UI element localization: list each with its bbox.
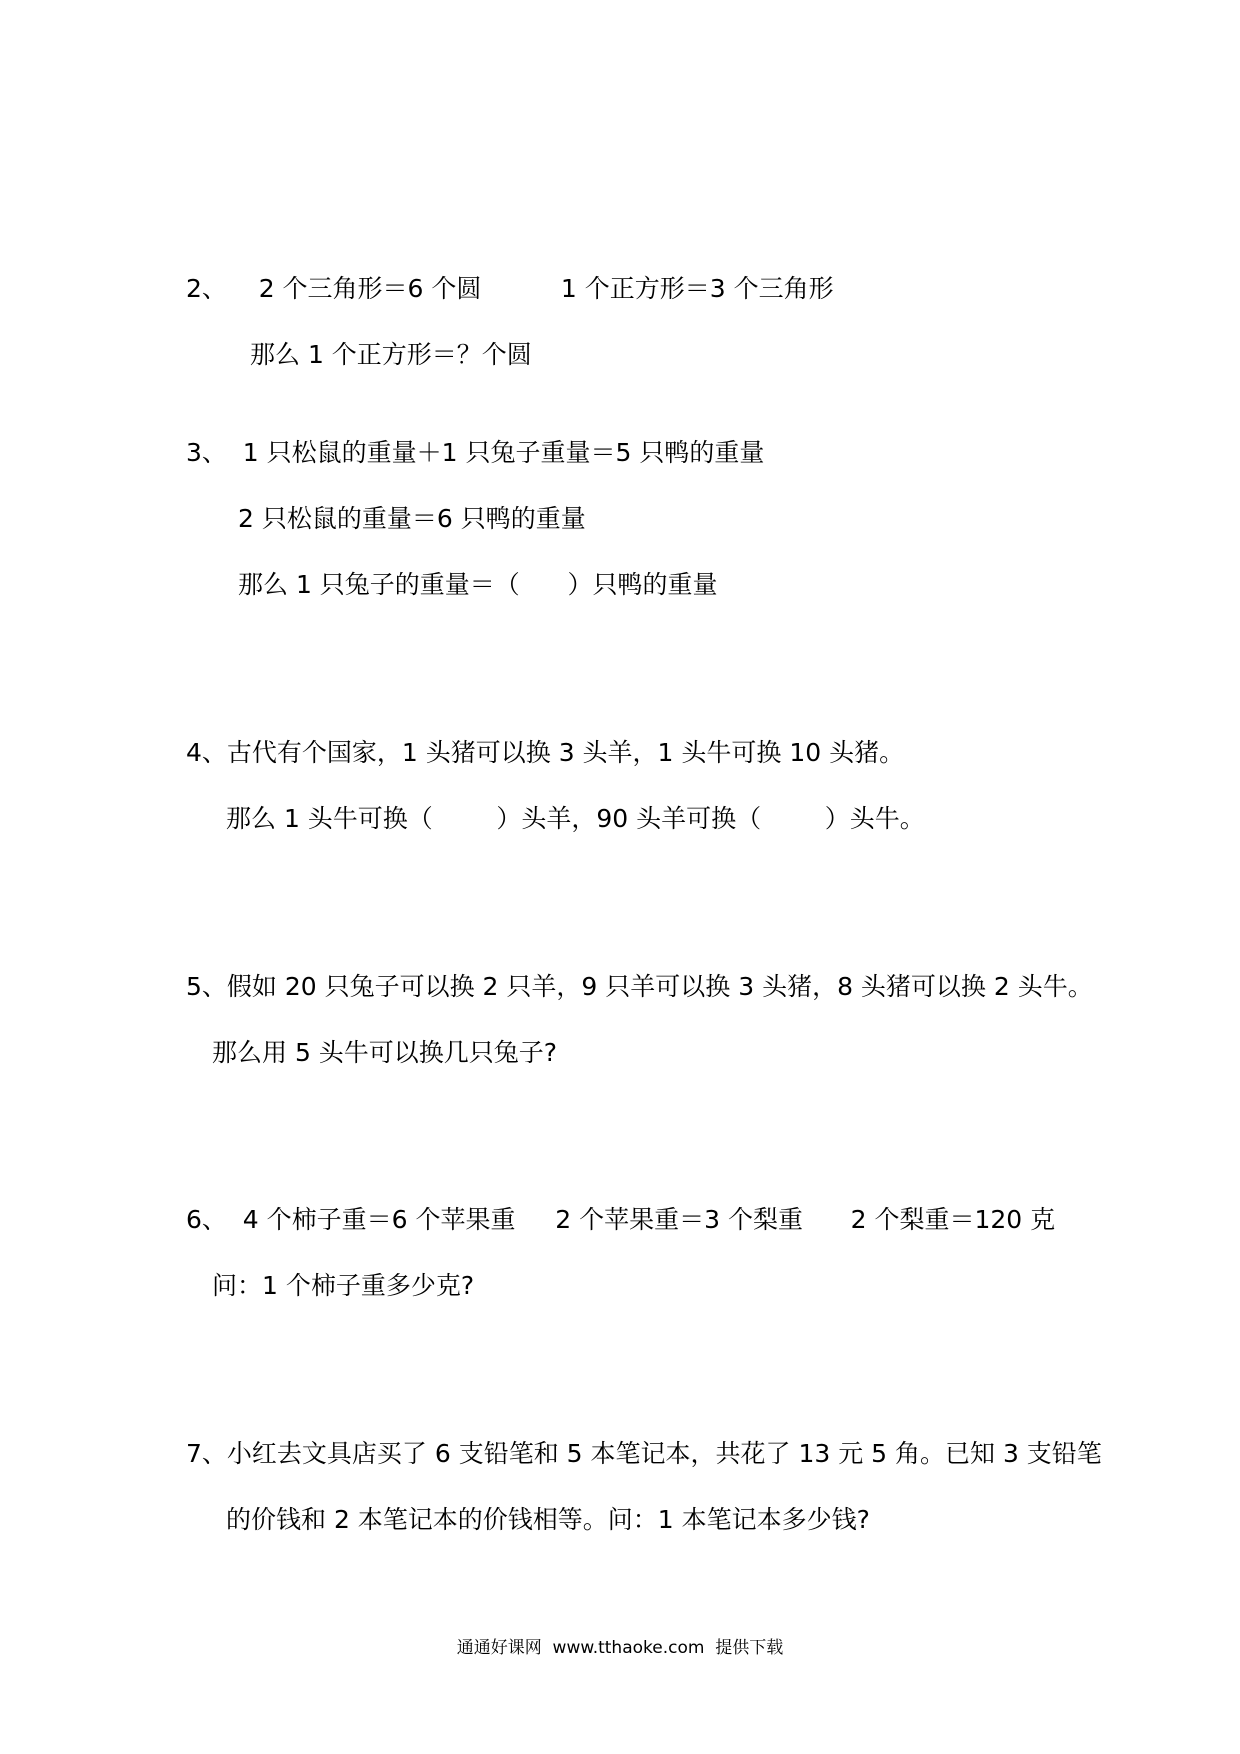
problem-6-line-2: 问：1 个柿子重多少克? [212, 1271, 475, 1300]
problem-4-line-1: 4、古代有个国家，1 头猪可以换 3 头羊，1 头牛可换 10 头猪。 [186, 738, 905, 767]
problem-6-line-1: 6、 4 个柿子重＝6 个苹果重 2 个苹果重＝3 个梨重 2 个梨重＝120 克 [186, 1205, 1056, 1234]
problem-2-line-2: 那么 1 个正方形＝？个圆 [250, 340, 532, 369]
problem-3-line-1: 3、 1 只松鼠的重量＋1 只兔子重量＝5 只鸭的重量 [186, 438, 765, 467]
problem-3-line-3: 那么 1 只兔子的重量＝（ ）只鸭的重量 [238, 570, 718, 599]
problem-5-line-2: 那么用 5 头牛可以换几只兔子? [212, 1038, 558, 1067]
problem-5-line-1: 5、假如 20 只兔子可以换 2 只羊，9 只羊可以换 3 头猪，8 头猪可以换 2 头牛。 [186, 972, 1093, 1001]
problem-2-line-1: 2、 2 个三角形＝6 个圆 1 个正方形＝3 个三角形 [186, 274, 834, 303]
problem-7-line-1: 7、小红去文具店买了 6 支铅笔和 5 本笔记本，共花了 13 元 5 角。已知 3 支铅笔 [186, 1439, 1102, 1468]
problem-3-line-2: 2 只松鼠的重量＝6 只鸭的重量 [238, 504, 586, 533]
problem-4-line-2: 那么 1 头牛可换（ ）头羊，90 头羊可换（ ）头牛。 [226, 804, 925, 833]
page-footer: 通通好课网 www.tthaoke.com 提供下载 [456, 1638, 784, 1658]
problem-7-line-2: 的价钱和 2 本笔记本的价钱相等。问：1 本笔记本多少钱? [226, 1505, 870, 1534]
